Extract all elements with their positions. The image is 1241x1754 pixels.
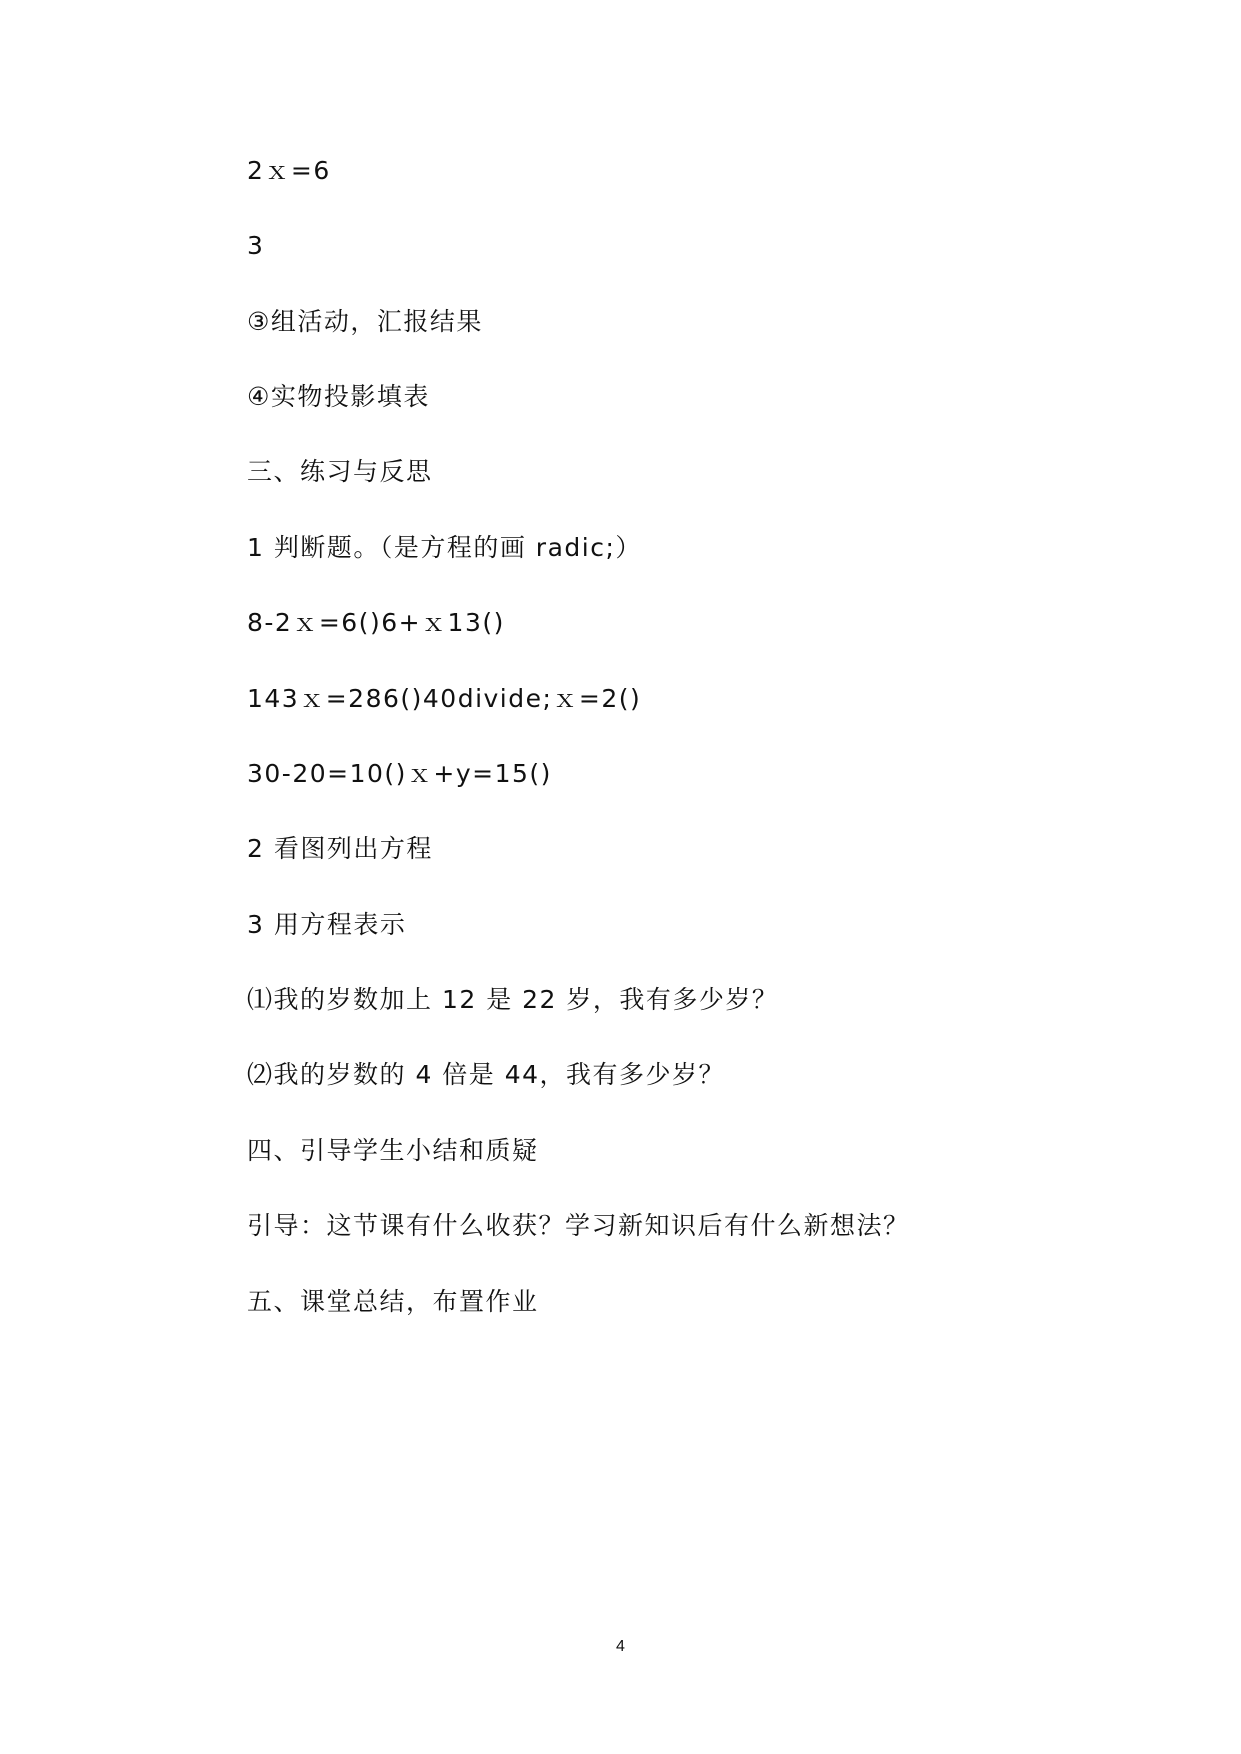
section-heading-summary: 四、引导学生小结和质疑 [247,1136,539,1165]
section-heading-homework: 五、课堂总结，布置作业 [247,1287,539,1316]
text-line-exercise-1: 8-2ｘ=6()6+ｘ13() [247,608,505,637]
page-number: 4 [616,1638,625,1655]
text-line-true-false: 1 判断题。（是方程的画 radic;） [247,533,642,562]
text-line-express-equation: 3 用方程表示 [247,910,407,939]
text-line-exercise-3: 30-20=10()ｘ+y=15() [247,759,552,788]
text-line-guidance: 引导：这节课有什么收获？学习新知识后有什么新想法？ [247,1211,910,1240]
text-line-exercise-2: 143ｘ=286()40divide;ｘ=2() [247,684,642,713]
text-line-picture-equation: 2 看图列出方程 [247,834,433,863]
text-line-projection-table: ④实物投影填表 [247,382,430,411]
text-line-age-question-2: ⑵我的岁数的 4 倍是 44，我有多少岁？ [247,1060,726,1089]
text-line-group-activity: ③组活动，汇报结果 [247,307,483,336]
text-line-age-question-1: ⑴我的岁数加上 12 是 22 岁，我有多少岁？ [247,985,779,1014]
section-heading-practice: 三、练习与反思 [247,457,433,486]
text-line-3: 3 [247,231,265,260]
text-line-equation-2x: 2ｘ=6 [247,156,331,185]
